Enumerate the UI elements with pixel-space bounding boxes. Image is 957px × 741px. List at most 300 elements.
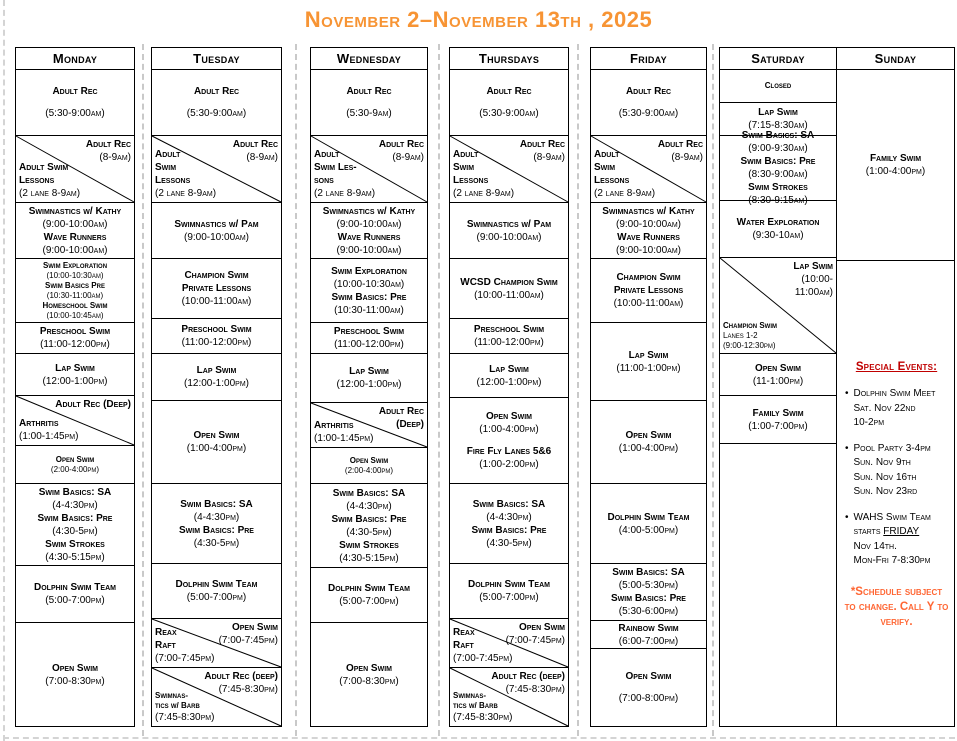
schedule-cell (591, 323, 706, 401)
schedule-cell (450, 70, 568, 136)
diagonal-bottom-left (594, 148, 655, 200)
event-title: Champion Swim (616, 272, 681, 283)
event-title: Swim Strokes (339, 539, 399, 551)
day-column-sunday (836, 47, 955, 727)
event-time: (2 lane 8-9am) (453, 188, 515, 199)
spacer (508, 98, 511, 107)
event-time: (10:00-11:00am) (613, 298, 684, 309)
schedule-cell (311, 448, 427, 484)
special-event-line: starts FRIDAY (853, 526, 920, 537)
event-title: Wave Runners (43, 231, 107, 243)
diagonal-split-cell (16, 136, 134, 203)
day-header-sunday: Sunday (837, 48, 954, 70)
event-title: Adult Rec (193, 86, 240, 97)
event-title: Swim Basics: Pre (471, 524, 547, 536)
event-title: Lap Swim (489, 363, 529, 375)
event-time: (12:00-1:00pm) (336, 379, 402, 390)
event-title: Swim Basics: SA (472, 498, 546, 510)
event-time: (7:00-8:30pm) (45, 675, 105, 687)
schedule-note: *Schedule subject to change. Call Y to verify. (844, 585, 949, 628)
event-title: Lap Swim (628, 349, 669, 361)
event-title: Open Swim (349, 455, 389, 465)
diagonal-bottom-left (314, 419, 373, 445)
event-time: (8:30-9:00am) (748, 169, 808, 180)
event-time: (8-9am) (246, 152, 278, 163)
event-title: Lap Swim (758, 107, 798, 118)
diagonal-top-right (233, 138, 278, 164)
diagonal-top-right (86, 138, 131, 164)
day-column-friday (590, 47, 707, 727)
event-title: Swim (155, 162, 177, 173)
event-title: Swim Basics: Pre (331, 513, 407, 525)
event-time: (8-9am) (99, 152, 131, 163)
schedule-cell (152, 259, 281, 319)
event-title: Adult Rec (52, 86, 98, 97)
diagonal-split-cell (16, 396, 134, 446)
special-events-cell (837, 261, 954, 726)
day-header-monday: Monday (16, 48, 134, 70)
event-title: Swimnastics w/ Pam (174, 218, 259, 230)
event-time: (9:00-10:00am) (476, 231, 542, 243)
event-time: (12:00-1:00pm) (184, 378, 249, 389)
schedule-cell (450, 259, 568, 319)
special-event-line: Sun. Nov 9th (853, 457, 911, 468)
event-time: (5:30-9:00am) (479, 108, 539, 119)
event-time: (4:00-5:00pm) (618, 524, 679, 536)
spacer (647, 683, 650, 692)
event-time: (7:00-8:00pm) (618, 693, 679, 704)
event-title: Open Swim (518, 622, 565, 633)
event-title: Adult Rec (85, 139, 131, 150)
event-time: (10:00-11:00am) (474, 289, 544, 301)
event-title: Swim Basics: Pre (331, 291, 407, 303)
diagonal-bottom-left (19, 161, 80, 200)
event-title: Champion Swim (184, 270, 249, 281)
schedule-cell (16, 623, 134, 726)
diagonal-top-right (658, 138, 703, 164)
special-event-item (842, 511, 951, 569)
event-title: Open Swim (193, 430, 240, 441)
event-time: (2 lane 8-9am) (155, 188, 217, 199)
event-time: (5:00-5:30pm) (618, 580, 679, 591)
schedule-cell (152, 564, 281, 619)
event-title: Adult Rec (378, 139, 424, 150)
event-time: (1:00-1:45pm) (19, 431, 79, 442)
event-time: (7:00-7:45pm) (218, 635, 278, 646)
event-title: Rainbow Swim (618, 622, 679, 634)
event-time: (4-4:30pm) (52, 499, 98, 511)
schedule-cell (591, 259, 706, 323)
special-event-text (854, 442, 931, 500)
event-title: Dolphin Swim Team (468, 579, 550, 590)
diagonal-split-cell (720, 258, 836, 354)
event-time: (8-9am) (671, 152, 703, 163)
event-time: (4:30-5:15pm) (339, 552, 399, 564)
event-time: (4:30-5pm) (346, 526, 392, 538)
day-column-wednesday (310, 47, 428, 727)
event-title: Adult Rec (232, 139, 278, 150)
event-time: (7:15-8:30am) (748, 120, 808, 131)
day-header-thursday: Thursdays (450, 48, 568, 70)
event-title: Swim Basics: Pre (611, 593, 686, 604)
event-title: Lessons (19, 175, 55, 186)
event-title: Lap Swim (349, 366, 389, 377)
event-title: Swim Strokes (45, 538, 105, 550)
event-title: Arthritis (19, 418, 59, 429)
event-time: (12:00-1:00pm) (476, 376, 542, 388)
event-title: Swim Strokes (748, 182, 808, 193)
event-title: Reax (155, 627, 177, 638)
special-event-line: Pool Party 3-4pm (853, 442, 931, 454)
event-time: (2 lane 8-9am) (19, 188, 81, 199)
schedule-cell (152, 70, 281, 136)
diagonal-split-cell (591, 136, 706, 203)
diagonal-bottom-left (453, 691, 512, 724)
event-time: (4:30-5pm) (52, 525, 98, 537)
special-event-line: 10-2pm (853, 417, 885, 428)
diagonal-bottom-left (453, 626, 512, 665)
event-title: Swim Exploration (42, 260, 108, 270)
schedule-cell (311, 259, 427, 323)
event-title: Adult Rec (625, 86, 672, 97)
event-title: Adult Rec (657, 139, 703, 150)
event-time: Lanes 1-2 (723, 331, 758, 340)
event-title: Swim Exploration (331, 265, 407, 277)
event-title: Adult Rec (378, 406, 424, 417)
event-time: (12:00-1:00pm) (42, 375, 108, 387)
event-title: Arthritis (314, 420, 354, 431)
schedule-cell (720, 201, 836, 258)
event-title: Swimnastics w/ Kathy (28, 205, 122, 217)
day-column-thursday (449, 47, 569, 727)
bullet-icon: • (845, 511, 849, 523)
event-title: tics w/ Barb (453, 701, 498, 710)
event-time: (8:30-9:15am) (748, 195, 808, 206)
event-time: (10:00-11:00am) (181, 296, 252, 307)
event-time: (9:00-10:00am) (336, 218, 402, 230)
event-title: Swim Basics: Pre (179, 524, 254, 536)
event-title: Adult Swim (19, 162, 69, 173)
event-time: (11-1:00pm) (752, 375, 804, 387)
event-time: (10:30-11:00am) (334, 304, 404, 316)
event-time: (5:30-9:00am) (618, 108, 679, 119)
event-title: Lap Swim (55, 362, 95, 374)
diagonal-bottom-left (314, 148, 375, 200)
event-title: Dolphin Swim Team (175, 579, 258, 590)
event-time: (1:00-4:00pm) (186, 443, 247, 454)
page-break-line (577, 44, 579, 736)
special-events-heading: Special Events: (855, 361, 938, 373)
event-title: Swimnastics w/ Kathy (602, 205, 695, 217)
event-time: (10:00-10:45am) (46, 310, 104, 320)
event-title: Private Lessons (181, 283, 252, 294)
event-title: Adult Rec (deep) (204, 671, 278, 682)
diagonal-split-cell (450, 668, 568, 726)
event-time: (7:45-8:30pm) (155, 712, 215, 723)
schedule-cell (16, 566, 134, 623)
event-title: Dolphin Swim Team (607, 511, 690, 523)
event-time: (10:30-11:00am) (46, 290, 104, 300)
schedule-cell (311, 623, 427, 726)
event-title: Family Swim (752, 407, 804, 419)
event-time: (7:00-8:30pm) (339, 675, 399, 687)
diagonal-bottom-left (453, 148, 514, 200)
event-time: (7:00-7:45pm) (505, 635, 565, 646)
event-title: Adult Rec (Deep) (55, 399, 131, 410)
special-event-line: Sat. Nov 22nd (853, 402, 916, 414)
event-time: (4-4:30pm) (193, 511, 240, 523)
event-time: (1:00-1:45pm) (314, 433, 374, 444)
day-column-monday (15, 47, 135, 727)
event-time: (4:30-5pm) (486, 537, 532, 549)
special-event-line: Sun. Nov 23rd (853, 486, 918, 497)
event-time: (2:00-4:00pm) (50, 464, 100, 474)
event-title: Family Swim (869, 153, 922, 164)
day-column-tuesday (151, 47, 282, 727)
event-title: Open Swim (485, 411, 532, 422)
event-time: (2:00-4:00pm) (344, 465, 394, 475)
diagonal-split-cell (152, 619, 281, 668)
schedule-cell (311, 203, 427, 259)
schedule-cell (152, 401, 281, 484)
event-time: (10:00- (801, 274, 833, 285)
event-time: (11:00-12:00pm) (474, 337, 544, 348)
event-title: sons (314, 175, 334, 186)
diagonal-top-right (219, 621, 278, 647)
event-time: (2 lane 8-9am) (314, 188, 376, 199)
event-time: (1:00-7:00pm) (748, 420, 808, 432)
schedule-cell (720, 396, 836, 444)
bullet-icon: • (845, 388, 849, 399)
event-time: (9:00-10:00am) (42, 218, 108, 230)
event-title: (Deep) (396, 419, 424, 430)
event-time: (1:00-4:00pm) (865, 166, 926, 177)
event-time: (9:00-12:30pm) (723, 341, 776, 350)
schedule-cell (16, 354, 134, 396)
event-title: Swim Basics: SA (612, 567, 685, 578)
event-time: (5:30-6:00pm) (618, 606, 679, 617)
event-time: (1:00-4:00pm) (618, 443, 679, 454)
event-title: tics w/ Barb (155, 701, 200, 710)
special-event-item (842, 387, 951, 431)
spacer (74, 98, 77, 107)
event-title: Swim (594, 162, 616, 173)
event-title: Reax (453, 627, 475, 638)
event-time: (6:00-7:00pm) (618, 635, 679, 647)
event-title: Adult (453, 149, 479, 160)
event-title: Preschool Swim (181, 324, 252, 335)
schedule-cell (311, 354, 427, 403)
special-event-line: Nov 14th. (853, 540, 897, 552)
event-time: (5:00-7:00pm) (186, 592, 247, 603)
event-title: Lessons (594, 175, 630, 186)
event-title: Champion Swim (723, 321, 777, 330)
event-time: (5:00-7:00pm) (45, 595, 105, 606)
event-time: (8-9am) (533, 152, 565, 163)
event-title: Fire Fly Lanes 5&6 (466, 446, 552, 457)
schedule-cell (311, 484, 427, 568)
diagonal-split-cell (311, 136, 427, 203)
page-break-line (295, 44, 297, 736)
event-time: (8-9am) (392, 152, 424, 163)
schedule-cell (311, 323, 427, 354)
spacer (215, 98, 218, 107)
event-time: (11:00-12:00pm) (40, 339, 110, 350)
event-title: Adult Rec (deep) (491, 671, 565, 682)
diagonal-top-right (506, 621, 565, 647)
event-title: Swim (453, 162, 475, 173)
event-title: Lap Swim (793, 261, 833, 272)
schedule-cell (450, 398, 568, 484)
page-title: November 2–November 13th , 2025 (304, 7, 653, 32)
schedule-cell (720, 70, 836, 103)
diagonal-top-right (520, 138, 565, 164)
event-time: (5:30-9:00am) (45, 108, 105, 119)
event-time: (11:00-12:00pm) (181, 337, 252, 348)
event-title: Swim Basics: SA (332, 487, 406, 499)
event-time: (5:00-7:00pm) (339, 596, 399, 607)
event-time: (2 lane 8-9am) (594, 188, 656, 199)
event-title: Dolphin Swim Team (328, 583, 410, 594)
event-time: (7:00-7:45pm) (155, 653, 215, 664)
schedule-cell (16, 203, 134, 259)
empty-cell (720, 444, 836, 726)
event-title: Adult (155, 149, 181, 160)
schedule-cell (450, 484, 568, 564)
event-time: (4:30-5:15pm) (45, 551, 105, 563)
event-title: Swim Les- (314, 162, 357, 173)
schedule-cell (152, 354, 281, 401)
event-title: Adult (594, 149, 620, 160)
event-title: Open Swim (625, 671, 672, 682)
event-title: Swimnastics w/ Pam (466, 218, 552, 230)
schedule-cell (591, 621, 706, 649)
event-title: Adult Rec (519, 139, 565, 150)
event-time: (5:00-7:00pm) (479, 592, 539, 603)
event-title: Preschool Swim (473, 324, 545, 335)
event-time: (7:00-7:45pm) (453, 653, 513, 664)
diagonal-top-right (204, 670, 278, 696)
schedule-cell (152, 203, 281, 259)
event-title: Open Swim (51, 662, 98, 674)
page-edge-bottom (3, 737, 955, 739)
spacer (647, 98, 650, 107)
diagonal-split-cell (450, 136, 568, 203)
spacer (508, 436, 511, 445)
schedule-cell (152, 319, 281, 354)
event-title: WCSD Champion Swim (460, 276, 558, 288)
event-title: Swim Basics: SA (38, 486, 112, 498)
schedule-cell (591, 484, 706, 564)
schedule-cell (591, 649, 706, 726)
diagonal-bottom-left (155, 626, 214, 665)
event-title: Adult Rec (486, 86, 532, 97)
diagonal-bottom-left (19, 417, 78, 443)
special-event-line: Sun. Nov 16th (853, 471, 917, 483)
event-time: (5:30-9am) (346, 108, 392, 119)
event-title: Lap Swim (196, 365, 237, 376)
event-title: Swim Basics: Pre (37, 512, 113, 524)
event-time: 11:00am) (794, 287, 833, 298)
schedule-cell (450, 564, 568, 619)
event-time: (4:30-5pm) (193, 537, 240, 549)
event-title: Adult Rec (346, 86, 392, 97)
event-title: Raft (155, 640, 176, 651)
event-time: (9:00-10:00am) (616, 244, 681, 256)
event-title: Swimnastics w/ Kathy (322, 205, 416, 217)
event-time: (7:45-8:30pm) (453, 712, 513, 723)
schedule-cell (591, 401, 706, 484)
schedule-cell (450, 203, 568, 259)
event-time: (9:00-10:00am) (336, 244, 402, 256)
event-title: Swimnas- (155, 691, 188, 700)
event-title: Closed (764, 81, 792, 90)
diagonal-bottom-left (155, 691, 214, 724)
day-header-friday: Friday (591, 48, 706, 70)
page-break-line (438, 44, 440, 736)
schedule-cell (16, 446, 134, 484)
event-title: Swim Basics: SA (741, 130, 815, 141)
day-header-tuesday: Tuesday (152, 48, 281, 70)
special-event-item (842, 442, 951, 500)
bullet-icon: • (845, 442, 849, 454)
diagonal-top-right (55, 398, 131, 411)
event-title: Water Exploration (736, 217, 820, 228)
event-title: Lessons (155, 175, 191, 186)
event-time: (4-4:30pm) (346, 500, 392, 512)
event-time: (7:45-8:30pm) (505, 684, 565, 695)
special-event-line: Mon-Fri 7-8:30pm (853, 555, 931, 566)
spacer (368, 98, 371, 107)
day-header-saturday: Saturday (720, 48, 836, 70)
event-time: (9:00-10:00am) (184, 231, 249, 243)
page-edge-left (3, 0, 5, 741)
schedule-cell (152, 484, 281, 564)
event-title: Open Swim (231, 622, 278, 633)
event-title: Open Swim (625, 430, 672, 441)
event-title: Preschool Swim (333, 326, 405, 337)
event-title: Wave Runners (617, 231, 680, 243)
event-title: Lessons (453, 175, 489, 186)
schedule-cell (311, 70, 427, 136)
special-event-line: Dolphin Swim Meet (853, 388, 936, 399)
event-title: Swim Basics: Pre (740, 156, 816, 167)
day-column-saturday (719, 47, 837, 727)
event-title: Open Swim (754, 362, 801, 374)
event-title: Open Swim (345, 662, 392, 674)
event-time: (4-4:30pm) (486, 511, 532, 523)
schedule-cell (720, 354, 836, 396)
schedule-cell (311, 568, 427, 623)
schedule-cell (16, 323, 134, 354)
event-time: (9:00-10:00am) (616, 218, 681, 230)
event-title: Swimnas- (453, 691, 486, 700)
page-break-line (712, 44, 714, 736)
event-time: (9:30-10am) (752, 230, 804, 241)
event-time: (5:30-9:00am) (186, 108, 247, 119)
schedule-cell (591, 203, 706, 259)
event-title: Swim Basics Pre (45, 280, 105, 290)
diagonal-top-right (379, 138, 424, 164)
schedule-cell (837, 70, 954, 261)
diagonal-bottom-left (155, 148, 216, 200)
event-title: Dolphin Swim Team (34, 582, 116, 593)
event-title: Open Swim (55, 454, 95, 464)
event-time: (11:00-12:00pm) (334, 339, 404, 350)
event-title: Swim Basics: SA (180, 498, 253, 510)
event-title: Raft (453, 640, 474, 651)
event-title: Homeschool Swim (42, 300, 108, 310)
